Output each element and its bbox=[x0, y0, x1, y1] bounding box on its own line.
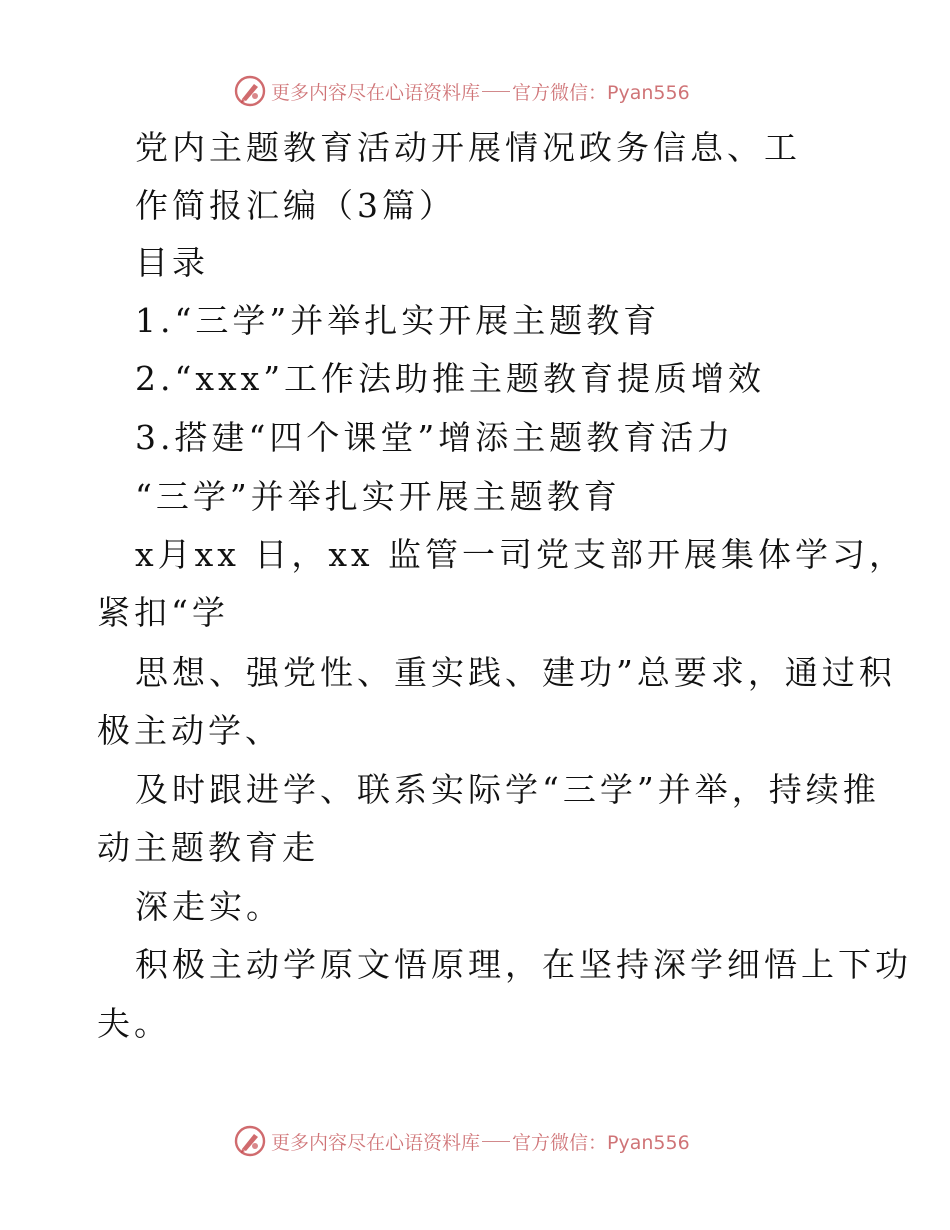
toc-item: 2.“xxx”工作法助推主题教育提质增效 bbox=[135, 359, 766, 398]
watermark-contact: 官方微信：Pyan556 bbox=[512, 1131, 690, 1154]
watermark-divider bbox=[482, 91, 510, 92]
body-line: 夫。 bbox=[97, 1004, 171, 1043]
body-line: 极主动学、 bbox=[97, 711, 282, 750]
section-title: “三学”并举扎实开展主题教育 bbox=[135, 477, 621, 516]
body-line: 思想、强党性、重实践、建功”总要求，通过积 bbox=[135, 653, 896, 692]
watermark-banner-bottom bbox=[233, 1124, 690, 1158]
toc-heading: 目录 bbox=[135, 243, 209, 282]
body-line: 深走实。 bbox=[135, 887, 283, 926]
body-line: 及时跟进学、联系实际学“三学”并举，持续推 bbox=[135, 770, 880, 809]
doc-title-line-1: 党内主题教育活动开展情况政务信息、工 bbox=[135, 128, 801, 167]
pen-logo-icon bbox=[233, 1124, 267, 1158]
watermark-text: 更多内容尽在心语资料库 bbox=[271, 1131, 481, 1154]
body-line: 积极主动学原文悟原理，在坚持深学细悟上下功 bbox=[135, 945, 912, 984]
body-line: x月xx 日，xx 监管一司党支部开展集体学习， bbox=[135, 535, 907, 574]
pen-logo-icon bbox=[233, 74, 267, 108]
toc-item: 1.“三学”并举扎实开展主题教育 bbox=[135, 301, 661, 340]
body-line: 动主题教育走 bbox=[97, 828, 319, 867]
watermark-divider bbox=[482, 1141, 510, 1142]
doc-title-line-2: 作简报汇编（3篇） bbox=[135, 186, 456, 225]
watermark-banner-top bbox=[233, 74, 690, 108]
watermark-text: 更多内容尽在心语资料库 bbox=[271, 81, 481, 104]
toc-item: 3.搭建“四个课堂”增添主题教育活力 bbox=[135, 418, 735, 457]
watermark-contact: 官方微信：Pyan556 bbox=[512, 81, 690, 104]
body-line: 紧扣“学 bbox=[97, 593, 229, 632]
